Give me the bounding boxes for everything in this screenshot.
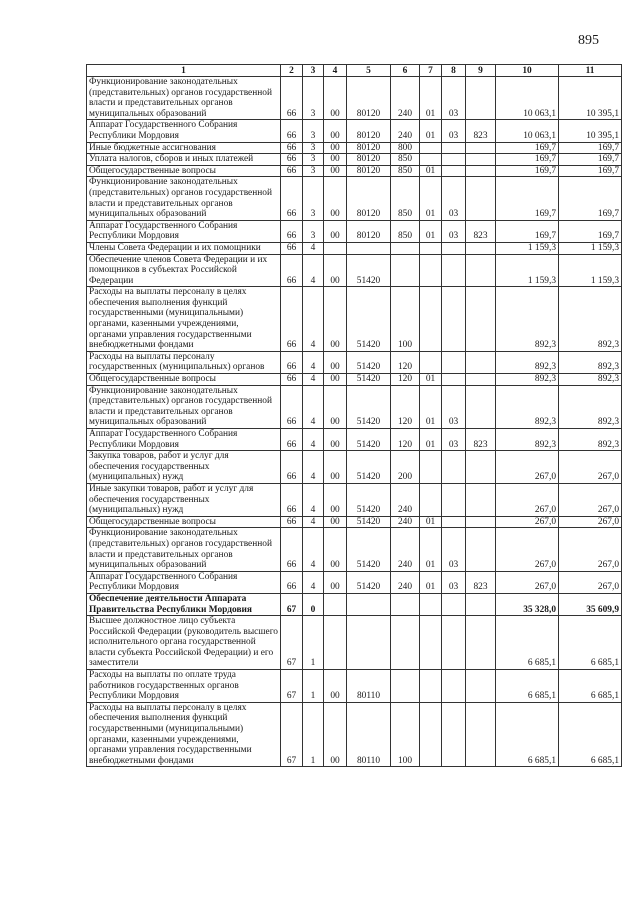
col7-cell <box>420 451 442 484</box>
amount-cell: 892,3 <box>559 385 622 428</box>
col9-cell <box>466 142 496 154</box>
col5-cell <box>347 593 391 615</box>
col9-cell <box>466 154 496 166</box>
table-row <box>87 702 622 767</box>
amount-cell: 892,3 <box>496 429 559 451</box>
table-row <box>87 593 622 615</box>
col9-cell <box>466 528 496 571</box>
col3-cell: 3 <box>303 220 324 242</box>
row-name-cell: Расходы на выплаты персоналу в целях обеспечения выполнения функций государственными (муниципальными) органами, казенными учреждениями, органами управления государственными внебюджетными фондами <box>87 287 281 352</box>
table-row <box>87 177 622 220</box>
col6-cell: 850 <box>391 154 420 166</box>
col8-cell: 03 <box>442 177 466 220</box>
table-row <box>87 374 622 386</box>
col5-cell <box>347 616 391 670</box>
amount-cell: 169,7 <box>496 177 559 220</box>
row-name-cell: Общегосударственные вопросы <box>87 165 281 177</box>
col3-cell: 4 <box>303 374 324 386</box>
col3-cell: 0 <box>303 593 324 615</box>
col2-cell: 66 <box>281 142 303 154</box>
table-row <box>87 120 622 142</box>
amount-cell: 1 159,3 <box>496 242 559 254</box>
col4-cell: 00 <box>324 351 347 373</box>
col7-cell <box>420 616 442 670</box>
col8-cell: 03 <box>442 385 466 428</box>
amount-cell: 169,7 <box>496 220 559 242</box>
col9-cell: 823 <box>466 571 496 593</box>
row-name-cell: Аппарат Государственного Собрания Республики Мордовия <box>87 571 281 593</box>
col6-cell <box>391 242 420 254</box>
col2-cell: 66 <box>281 254 303 287</box>
col6-cell <box>391 616 420 670</box>
col7-cell <box>420 593 442 615</box>
col9-cell <box>466 254 496 287</box>
col8-cell <box>442 254 466 287</box>
amount-cell: 892,3 <box>559 351 622 373</box>
col9-cell <box>466 374 496 386</box>
column-header: 11 <box>559 65 622 77</box>
col4-cell: 00 <box>324 528 347 571</box>
col6-cell: 120 <box>391 374 420 386</box>
amount-cell: 169,7 <box>496 165 559 177</box>
col4-cell: 00 <box>324 177 347 220</box>
col2-cell: 66 <box>281 385 303 428</box>
col2-cell: 66 <box>281 154 303 166</box>
amount-cell: 267,0 <box>496 571 559 593</box>
amount-cell: 892,3 <box>496 351 559 373</box>
col8-cell <box>442 287 466 352</box>
table-row <box>87 165 622 177</box>
amount-cell: 892,3 <box>496 287 559 352</box>
col4-cell: 00 <box>324 154 347 166</box>
column-header: 5 <box>347 65 391 77</box>
col4-cell <box>324 616 347 670</box>
col7-cell: 01 <box>420 374 442 386</box>
col4-cell: 00 <box>324 483 347 516</box>
col2-cell: 66 <box>281 177 303 220</box>
col5-cell: 51420 <box>347 287 391 352</box>
col5-cell: 80120 <box>347 142 391 154</box>
amount-cell: 892,3 <box>559 429 622 451</box>
column-header: 1 <box>87 65 281 77</box>
col5-cell: 51420 <box>347 254 391 287</box>
table-row <box>87 242 622 254</box>
col7-cell <box>420 483 442 516</box>
col7-cell <box>420 287 442 352</box>
col3-cell: 3 <box>303 177 324 220</box>
col7-cell <box>420 142 442 154</box>
col7-cell: 01 <box>420 429 442 451</box>
col7-cell: 01 <box>420 571 442 593</box>
col5-cell: 80120 <box>347 177 391 220</box>
table-body <box>87 77 622 767</box>
col7-cell: 01 <box>420 177 442 220</box>
row-name-cell: Иные закупки товаров, работ и услуг для обеспечения государственных (муниципальных) нужд <box>87 483 281 516</box>
col9-cell <box>466 616 496 670</box>
col8-cell <box>442 670 466 703</box>
col3-cell: 4 <box>303 385 324 428</box>
col7-cell: 01 <box>420 385 442 428</box>
amount-cell: 267,0 <box>559 451 622 484</box>
col8-cell: 03 <box>442 528 466 571</box>
col8-cell <box>442 702 466 767</box>
col9-cell: 823 <box>466 220 496 242</box>
col9-cell <box>466 385 496 428</box>
col2-cell: 66 <box>281 287 303 352</box>
col4-cell: 00 <box>324 254 347 287</box>
amount-cell: 10 395,1 <box>559 77 622 120</box>
col2-cell: 66 <box>281 451 303 484</box>
col7-cell <box>420 351 442 373</box>
col9-cell <box>466 670 496 703</box>
col9-cell <box>466 77 496 120</box>
col6-cell: 240 <box>391 77 420 120</box>
col5-cell: 51420 <box>347 385 391 428</box>
column-header: 9 <box>466 65 496 77</box>
col6-cell: 240 <box>391 571 420 593</box>
col3-cell: 3 <box>303 77 324 120</box>
col4-cell <box>324 593 347 615</box>
col4-cell: 00 <box>324 571 347 593</box>
col3-cell: 4 <box>303 483 324 516</box>
col8-cell <box>442 516 466 528</box>
amount-cell: 267,0 <box>496 516 559 528</box>
budget-table <box>86 64 622 767</box>
col7-cell <box>420 670 442 703</box>
amount-cell: 6 685,1 <box>496 616 559 670</box>
col5-cell <box>347 242 391 254</box>
amount-cell: 1 159,3 <box>559 242 622 254</box>
col9-cell <box>466 165 496 177</box>
amount-cell: 267,0 <box>559 516 622 528</box>
amount-cell: 6 685,1 <box>559 702 622 767</box>
col4-cell: 00 <box>324 516 347 528</box>
col3-cell: 3 <box>303 165 324 177</box>
amount-cell: 267,0 <box>496 528 559 571</box>
page-number: 895 <box>578 33 599 48</box>
table-row <box>87 142 622 154</box>
table-row <box>87 483 622 516</box>
row-name-cell: Общегосударственные вопросы <box>87 516 281 528</box>
col8-cell <box>442 374 466 386</box>
table-row <box>87 516 622 528</box>
column-header: 8 <box>442 65 466 77</box>
col4-cell: 00 <box>324 670 347 703</box>
col8-cell: 03 <box>442 120 466 142</box>
col4-cell: 00 <box>324 702 347 767</box>
col6-cell: 850 <box>391 165 420 177</box>
table-row <box>87 254 622 287</box>
col6-cell <box>391 593 420 615</box>
col6-cell: 240 <box>391 120 420 142</box>
col8-cell: 03 <box>442 429 466 451</box>
col5-cell: 51420 <box>347 451 391 484</box>
col6-cell: 100 <box>391 702 420 767</box>
col4-cell: 00 <box>324 451 347 484</box>
col8-cell <box>442 593 466 615</box>
amount-cell: 169,7 <box>559 165 622 177</box>
col8-cell <box>442 142 466 154</box>
col8-cell <box>442 351 466 373</box>
col3-cell: 4 <box>303 287 324 352</box>
col7-cell <box>420 254 442 287</box>
col2-cell: 66 <box>281 516 303 528</box>
col5-cell: 51420 <box>347 483 391 516</box>
table-row <box>87 287 622 352</box>
col7-cell: 01 <box>420 77 442 120</box>
amount-cell: 169,7 <box>559 220 622 242</box>
col6-cell: 240 <box>391 483 420 516</box>
col6-cell: 850 <box>391 220 420 242</box>
col4-cell: 00 <box>324 287 347 352</box>
col6-cell: 200 <box>391 451 420 484</box>
row-name-cell: Иные бюджетные ассигнования <box>87 142 281 154</box>
col3-cell: 1 <box>303 616 324 670</box>
col5-cell: 80110 <box>347 702 391 767</box>
table-row <box>87 571 622 593</box>
amount-cell: 267,0 <box>496 451 559 484</box>
column-header: 4 <box>324 65 347 77</box>
col4-cell: 00 <box>324 429 347 451</box>
col9-cell <box>466 242 496 254</box>
col2-cell: 67 <box>281 670 303 703</box>
col5-cell: 51420 <box>347 516 391 528</box>
col3-cell: 1 <box>303 670 324 703</box>
row-name-cell: Аппарат Государственного Собрания Республики Мордовия <box>87 120 281 142</box>
row-name-cell: Расходы на выплаты по оплате труда работников государственных органов Республики Мордовия <box>87 670 281 703</box>
row-name-cell: Закупка товаров, работ и услуг для обеспечения государственных (муниципальных) нужд <box>87 451 281 484</box>
column-header: 3 <box>303 65 324 77</box>
col7-cell <box>420 242 442 254</box>
col5-cell: 51420 <box>347 429 391 451</box>
col5-cell: 80110 <box>347 670 391 703</box>
table-row <box>87 616 622 670</box>
col8-cell: 03 <box>442 77 466 120</box>
table-row <box>87 670 622 703</box>
col4-cell: 00 <box>324 385 347 428</box>
col4-cell: 00 <box>324 77 347 120</box>
col8-cell <box>442 154 466 166</box>
row-name-cell: Обеспечение деятельности Аппарата Правительства Республики Мордовия <box>87 593 281 615</box>
amount-cell: 1 159,3 <box>559 254 622 287</box>
table-row <box>87 154 622 166</box>
col3-cell: 4 <box>303 429 324 451</box>
col8-cell: 03 <box>442 571 466 593</box>
row-name-cell: Высшее должностное лицо субъекта Российской Федерации (руководитель высшего исполнительного органа государственной власти субъекта Российской Федерации) и его заместители <box>87 616 281 670</box>
col6-cell: 240 <box>391 516 420 528</box>
col5-cell: 80120 <box>347 165 391 177</box>
col3-cell: 3 <box>303 142 324 154</box>
column-header: 10 <box>496 65 559 77</box>
col2-cell: 66 <box>281 351 303 373</box>
col6-cell <box>391 254 420 287</box>
col9-cell <box>466 593 496 615</box>
col7-cell: 01 <box>420 528 442 571</box>
amount-cell: 169,7 <box>559 177 622 220</box>
col7-cell <box>420 702 442 767</box>
row-name-cell: Функционирование законодательных (представительных) органов государственной власти и представительных органов муниципальных образований <box>87 77 281 120</box>
col6-cell: 800 <box>391 142 420 154</box>
col5-cell: 80120 <box>347 220 391 242</box>
col2-cell: 66 <box>281 220 303 242</box>
col7-cell <box>420 154 442 166</box>
col8-cell <box>442 616 466 670</box>
col2-cell: 67 <box>281 616 303 670</box>
amount-cell: 6 685,1 <box>496 702 559 767</box>
table-row <box>87 351 622 373</box>
col9-cell <box>466 702 496 767</box>
col3-cell: 1 <box>303 702 324 767</box>
row-name-cell: Аппарат Государственного Собрания Республики Мордовия <box>87 429 281 451</box>
col3-cell: 4 <box>303 528 324 571</box>
col4-cell: 00 <box>324 220 347 242</box>
col2-cell: 66 <box>281 165 303 177</box>
col2-cell: 67 <box>281 593 303 615</box>
col5-cell: 51420 <box>347 571 391 593</box>
col2-cell: 66 <box>281 242 303 254</box>
col9-cell: 823 <box>466 429 496 451</box>
col5-cell: 51420 <box>347 528 391 571</box>
col6-cell: 120 <box>391 385 420 428</box>
amount-cell: 6 685,1 <box>496 670 559 703</box>
col7-cell: 01 <box>420 120 442 142</box>
col2-cell: 66 <box>281 483 303 516</box>
column-header: 7 <box>420 65 442 77</box>
col6-cell: 120 <box>391 429 420 451</box>
col4-cell: 00 <box>324 374 347 386</box>
amount-cell: 35 609,9 <box>559 593 622 615</box>
col5-cell: 51420 <box>347 351 391 373</box>
col4-cell: 00 <box>324 165 347 177</box>
amount-cell: 169,7 <box>496 154 559 166</box>
row-name-cell: Расходы на выплаты персоналу государственных (муниципальных) органов <box>87 351 281 373</box>
col3-cell: 4 <box>303 254 324 287</box>
col5-cell: 51420 <box>347 374 391 386</box>
amount-cell: 267,0 <box>559 483 622 516</box>
amount-cell: 267,0 <box>496 483 559 516</box>
amount-cell: 6 685,1 <box>559 670 622 703</box>
col9-cell <box>466 287 496 352</box>
col2-cell: 66 <box>281 429 303 451</box>
table-row <box>87 451 622 484</box>
table-row <box>87 385 622 428</box>
amount-cell: 267,0 <box>559 571 622 593</box>
col4-cell: 00 <box>324 120 347 142</box>
amount-cell: 892,3 <box>559 287 622 352</box>
amount-cell: 10 063,1 <box>496 77 559 120</box>
amount-cell: 1 159,3 <box>496 254 559 287</box>
row-name-cell: Функционирование законодательных (представительных) органов государственной власти и представительных органов муниципальных образований <box>87 528 281 571</box>
amount-cell: 169,7 <box>496 142 559 154</box>
row-name-cell: Уплата налогов, сборов и иных платежей <box>87 154 281 166</box>
col3-cell: 4 <box>303 571 324 593</box>
col8-cell <box>442 242 466 254</box>
col4-cell <box>324 242 347 254</box>
col6-cell <box>391 670 420 703</box>
col9-cell <box>466 516 496 528</box>
col2-cell: 66 <box>281 571 303 593</box>
col9-cell <box>466 451 496 484</box>
col5-cell: 80120 <box>347 154 391 166</box>
col8-cell <box>442 451 466 484</box>
amount-cell: 6 685,1 <box>559 616 622 670</box>
col9-cell <box>466 351 496 373</box>
row-name-cell: Расходы на выплаты персоналу в целях обеспечения выполнения функций государственными (муниципальными) органами, казенными учреждениями, органами управления государственными внебюджетными фондами <box>87 702 281 767</box>
col3-cell: 4 <box>303 516 324 528</box>
col7-cell: 01 <box>420 220 442 242</box>
col2-cell: 66 <box>281 77 303 120</box>
col5-cell: 80120 <box>347 77 391 120</box>
col8-cell: 03 <box>442 220 466 242</box>
column-header: 6 <box>391 65 420 77</box>
amount-cell: 169,7 <box>559 154 622 166</box>
amount-cell: 169,7 <box>559 142 622 154</box>
col8-cell <box>442 165 466 177</box>
col3-cell: 4 <box>303 451 324 484</box>
amount-cell: 892,3 <box>559 374 622 386</box>
row-name-cell: Общегосударственные вопросы <box>87 374 281 386</box>
table-row <box>87 220 622 242</box>
col9-cell <box>466 483 496 516</box>
row-name-cell: Функционирование законодательных (представительных) органов государственной власти и представительных органов муниципальных образований <box>87 177 281 220</box>
col6-cell: 850 <box>391 177 420 220</box>
col6-cell: 100 <box>391 287 420 352</box>
amount-cell: 267,0 <box>559 528 622 571</box>
row-name-cell: Члены Совета Федерации и их помощники <box>87 242 281 254</box>
row-name-cell: Аппарат Государственного Собрания Республики Мордовия <box>87 220 281 242</box>
col4-cell: 00 <box>324 142 347 154</box>
col3-cell: 4 <box>303 351 324 373</box>
col2-cell: 66 <box>281 120 303 142</box>
col9-cell <box>466 177 496 220</box>
header-row <box>87 65 622 77</box>
amount-cell: 35 328,0 <box>496 593 559 615</box>
column-header: 2 <box>281 65 303 77</box>
col7-cell: 01 <box>420 165 442 177</box>
col8-cell <box>442 483 466 516</box>
col6-cell: 120 <box>391 351 420 373</box>
amount-cell: 10 063,1 <box>496 120 559 142</box>
amount-cell: 892,3 <box>496 385 559 428</box>
col2-cell: 66 <box>281 528 303 571</box>
row-name-cell: Обеспечение членов Совета Федерации и их помощников в субъектах Российской Федерации <box>87 254 281 287</box>
col7-cell: 01 <box>420 516 442 528</box>
col6-cell: 240 <box>391 528 420 571</box>
table-row <box>87 528 622 571</box>
table-row <box>87 77 622 120</box>
row-name-cell: Функционирование законодательных (представительных) органов государственной власти и представительных органов муниципальных образований <box>87 385 281 428</box>
col3-cell: 4 <box>303 242 324 254</box>
col2-cell: 66 <box>281 374 303 386</box>
amount-cell: 10 395,1 <box>559 120 622 142</box>
table-row <box>87 429 622 451</box>
col3-cell: 3 <box>303 154 324 166</box>
col3-cell: 3 <box>303 120 324 142</box>
col2-cell: 67 <box>281 702 303 767</box>
col5-cell: 80120 <box>347 120 391 142</box>
amount-cell: 892,3 <box>496 374 559 386</box>
col9-cell: 823 <box>466 120 496 142</box>
